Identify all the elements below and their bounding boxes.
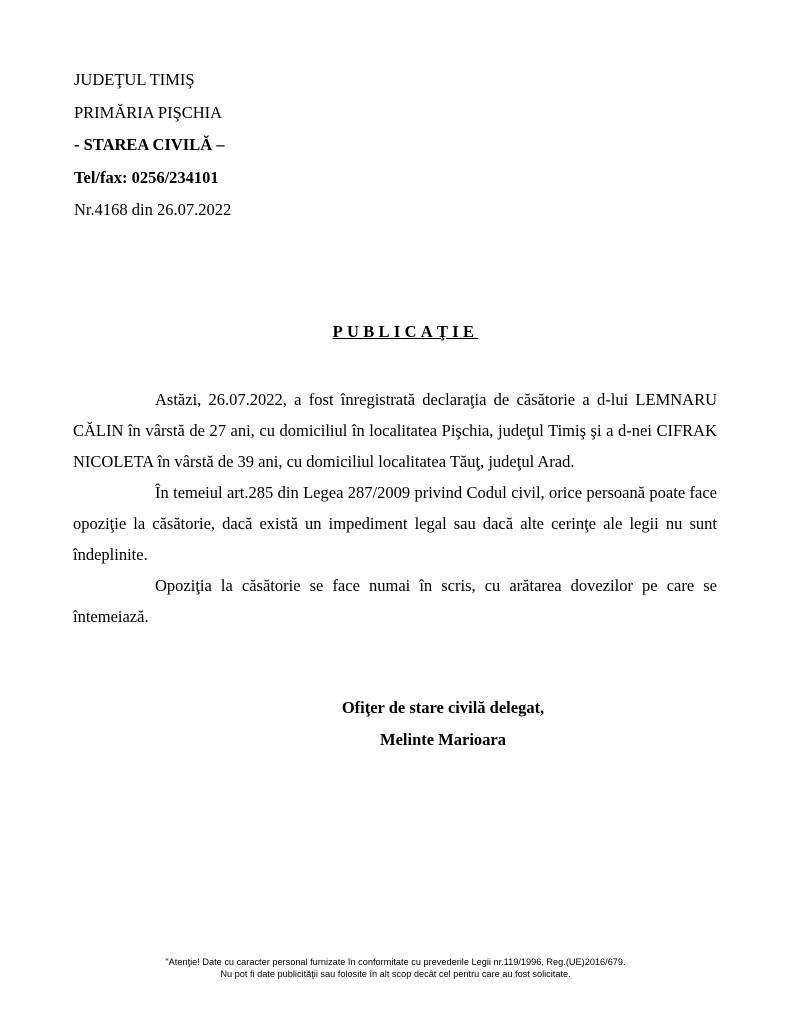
legal-basis-paragraph: În temeiul art.285 din Legea 287/2009 privind Codul civil, orice persoană poate face opoziţie la căsătorie, dacă există un impediment legal sau dacă alte cerinţe ale legii nu sunt îndeplinite. [73, 483, 717, 564]
declaration-paragraph: Astăzi, 26.07.2022, a fost înregistrată declaraţia de căsătorie a d-lui LEMNARU CĂLIN în vârstă de 27 ani, cu domiciliul în localitatea Pişchia, judeţul Timiş şi a d-nei CIFRAK NICOLETA în vârstă de 39 ani, cu domiciliul localitatea Tăuţ, judeţul Arad. [73, 390, 717, 471]
document-title: PUBLICAŢIE [332, 322, 479, 341]
privacy-notice-line-2: Nu pot fi date publicităţii sau folosite în alt scop decât cel pentru care au fost solicitate. [220, 969, 571, 979]
department-name: - STAREA CIVILĂ – [74, 135, 225, 154]
town-hall-name: PRIMĂRIA PIŞCHIA [74, 102, 223, 122]
privacy-notice [0, 956, 791, 980]
signatory-name: Melinte Marioara [380, 730, 506, 749]
registration-number: Nr.4168 din 26.07.2022 [74, 200, 232, 219]
phone-fax: Tel/fax: 0256/234101 [74, 167, 219, 187]
opposition-paragraph: Opoziţia la căsătorie se face numai în scris, cu arătarea dovezilor pe care se întemeiază. [73, 576, 717, 626]
privacy-notice-line-1: "Atenţie! Date cu caracter personal furnizate în conformitate cu prevederile Legii nr.119/1996, Reg.(UE)2016/679. [165, 957, 626, 967]
document-header [74, 64, 231, 227]
county-name: JUDEŢUL TIMIŞ [74, 70, 195, 89]
document-body [73, 384, 717, 632]
signatory-role: Ofiţer de stare civilă delegat, [341, 698, 545, 717]
